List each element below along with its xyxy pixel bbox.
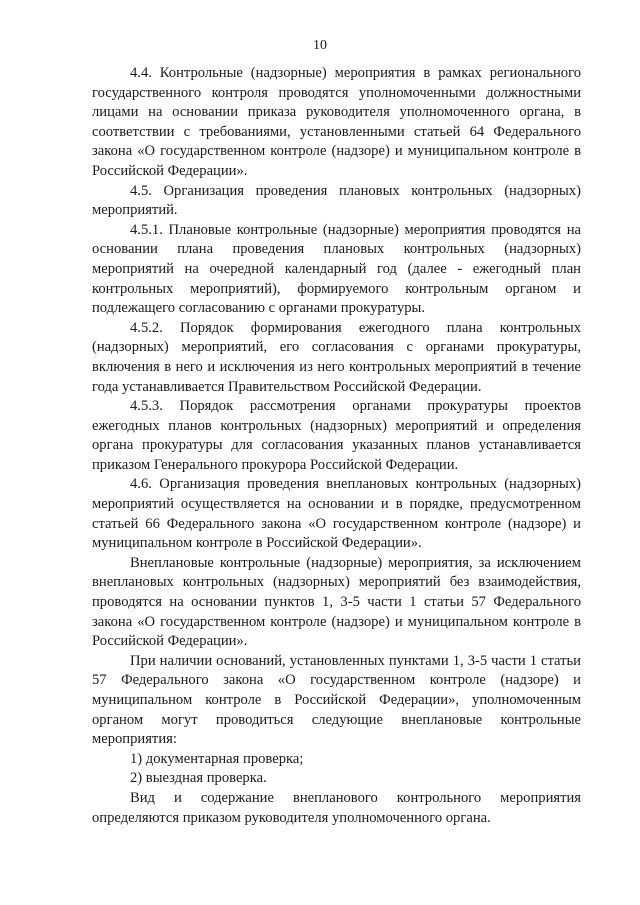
paragraph-type-and-content: Вид и содержание внепланового контрольного мероприятия определяются приказом руководителя уполномоченного органа.	[92, 789, 581, 826]
paragraph-4-5-1: 4.5.1. Плановые контрольные (надзорные) мероприятия проводятся на основании плана проведения плановых контрольных (надзорных) мероприятий на очередной календарный год (далее - ежегодный план контрольных мероприятий), формируемого контрольным органом и подлежащего согласованию с органами прокуратуры.	[92, 221, 581, 317]
paragraph-grounds: При наличии оснований, установленных пунктами 1, 3-5 части 1 статьи 57 Федерального закона «О государственном контроле (надзоре) и муниципальном контроле в Российской Федерации», уполномоченным органом могут проводиться следующие внеплановые контрольные мероприятия:	[92, 652, 581, 748]
paragraph-4-5-3: 4.5.3. Порядок рассмотрения органами прокуратуры проектов ежегодных планов контрольных (надзорных) мероприятий и определения органа прокуратуры для согласования указанных планов устанавливается приказом Генерального прокурора Российской Федерации.	[92, 398, 581, 473]
paragraph-unscheduled-measures: Внеплановые контрольные (надзорные) мероприятия, за исключением внеплановых контрольных (надзорных) мероприятий без взаимодействия, проводятся на основании пунктов 1, 3-5 части 1 статьи 57 Федерального закона «О государственном контроле (надзоре) и муниципальном контроле в Российской Федерации».	[92, 554, 581, 650]
paragraph-4-5: 4.5. Организация проведения плановых контрольных (надзорных) мероприятий.	[92, 182, 581, 219]
paragraph-4-4: 4.4. Контрольные (надзорные) мероприятия в рамках регионального государственного контроля проводятся уполномоченными должностными лицами на основании приказа руководителя уполномоченного органа, в соответствии с требованиями, установленными статьей 64 Федерального закона «О государственном контроле (надзоре) и муниципальном контроле в Российской Федерации».	[92, 65, 581, 179]
page-number: 10	[313, 38, 327, 53]
paragraph-4-5-2: 4.5.2. Порядок формирования ежегодного плана контрольных (надзорных) мероприятий, его согласования с органами прокуратуры, включения в него и исключения из него контрольных мероприятий в течение года устанавливается Правительством Российской Федерации.	[92, 319, 581, 395]
list-item-onsite-check: 2) выездная проверка.	[130, 770, 267, 787]
list-item-documentary-check: 1) документарная проверка;	[130, 750, 304, 767]
paragraph-4-6: 4.6. Организация проведения внеплановых контрольных (надзорных) мероприятий осуществляется на основании и в порядке, предусмотренном статьей 66 Федерального закона «О государственном контроле (надзоре) и муниципальном контроле в Российской Федерации».	[92, 476, 581, 552]
document-body	[92, 64, 581, 828]
